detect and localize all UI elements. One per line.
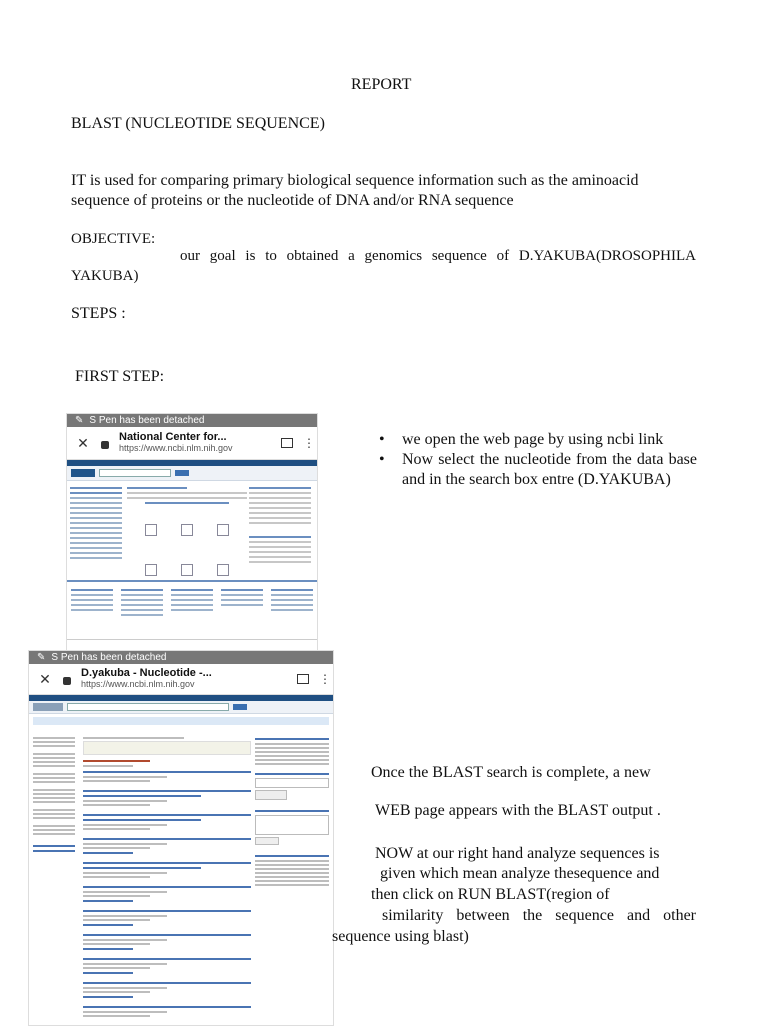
- pen-detached-bar: [29, 651, 333, 664]
- blast-text-line6: similarity between the sequence and other: [382, 907, 696, 924]
- report-title: REPORT: [351, 76, 412, 93]
- tab-title: National Center for...: [119, 431, 227, 443]
- download-icon: [181, 524, 193, 536]
- blast-text-line5: then click on RUN BLAST(region of: [371, 886, 610, 903]
- learn-icon: [217, 524, 229, 536]
- bullet-item: • we open the web page by using ncbi link: [373, 430, 697, 450]
- tabs-icon: [281, 438, 293, 448]
- lock-icon: [101, 441, 109, 449]
- pen-detached-text: S Pen has been detached: [89, 415, 205, 426]
- research-icon: [217, 564, 229, 576]
- pen-icon: ✎: [75, 415, 84, 426]
- blast-text-line3: NOW at our right hand analyze sequences is: [375, 845, 660, 862]
- objective-text-line2: YAKUBA): [71, 268, 139, 284]
- ncbi-welcome: [127, 484, 247, 507]
- submit-icon: [145, 524, 157, 536]
- ncbi-search-bar: [29, 701, 333, 714]
- lock-icon: [63, 677, 71, 685]
- nucleotide-results-screenshot: [28, 650, 334, 1026]
- info-banner: [33, 717, 329, 725]
- close-icon: ✕: [77, 434, 89, 451]
- analyze-icon: [181, 564, 193, 576]
- section-heading: BLAST (NUCLEOTIDE SEQUENCE): [71, 115, 325, 132]
- pen-detached-bar: [67, 414, 317, 427]
- pen-detached-text: S Pen has been detached: [51, 652, 167, 663]
- more-menu-icon: ⋮: [303, 436, 315, 450]
- blast-text-line4: given which mean analyze thesequence and: [380, 865, 660, 882]
- tabs-icon: [297, 674, 309, 684]
- ncbi-right-panel: [249, 484, 311, 566]
- objective-label: OBJECTIVE:: [71, 231, 156, 247]
- ncbi-search-box: [99, 469, 171, 477]
- bullet-item: • Now select the nucleotide from the data base and in the search box entre (D.YAKUBA): [373, 450, 697, 490]
- filter-sidebar: [33, 735, 75, 855]
- ncbi-search-bar: [67, 466, 317, 481]
- results-list: [83, 735, 251, 1019]
- browser-toolbar: [29, 664, 333, 695]
- blast-text-line7: sequence using blast): [332, 928, 469, 945]
- page-url: https://www.ncbi.nlm.nih.gov: [81, 679, 195, 689]
- steps-label: STEPS :: [71, 305, 126, 322]
- intro-paragraph: IT is used for comparing primary biological sequence information such as the aminoacid sequence of proteins or the nucleotide of DNA and/or RNA sequence: [71, 172, 639, 209]
- ncbi-left-nav: [70, 484, 122, 562]
- ncbi-search-box: [67, 703, 229, 711]
- more-menu-icon: ⋮: [319, 672, 331, 686]
- ncbi-footer-links: [71, 586, 313, 619]
- results-right-sidebar: [255, 735, 329, 888]
- tab-title: D.yakuba - Nucleotide -...: [81, 667, 212, 679]
- ncbi-search-button: [233, 704, 247, 710]
- pen-icon: ✎: [37, 652, 46, 663]
- ncbi-homepage-screenshot: [66, 413, 318, 651]
- browser-toolbar: [67, 427, 317, 460]
- develop-icon: [145, 564, 157, 576]
- page-url: https://www.ncbi.nlm.nih.gov: [119, 443, 233, 453]
- close-icon: ✕: [39, 670, 51, 687]
- first-step-bullets: [373, 430, 697, 490]
- ncbi-logo: [71, 469, 95, 477]
- database-select: [33, 703, 63, 711]
- ncbi-search-button: [175, 470, 189, 476]
- blast-text-line2: WEB page appears with the BLAST output .: [375, 802, 661, 819]
- objective-text-line1: our goal is to obtained a genomics sequence of D.YAKUBA(DROSOPHILA: [180, 248, 696, 264]
- blast-text-line1: Once the BLAST search is complete, a new: [371, 764, 651, 781]
- first-step-label: FIRST STEP:: [75, 368, 165, 385]
